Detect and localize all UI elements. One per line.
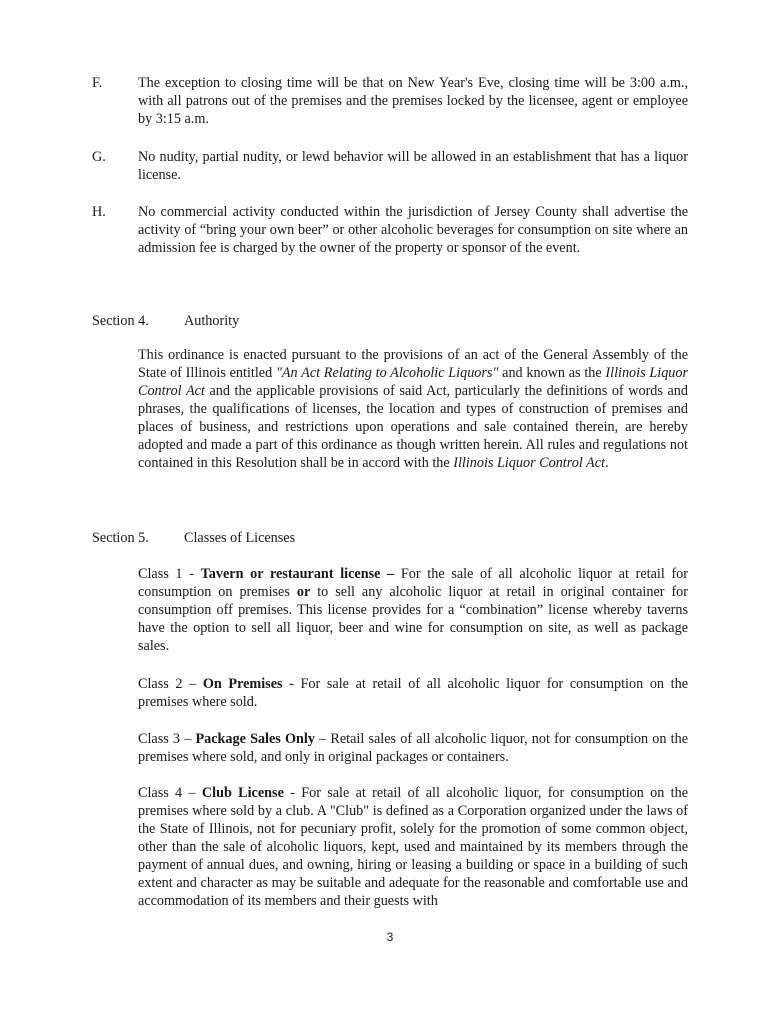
item-text: The exception to closing time will be that on New Year's Eve, closing time will be 3:00 a.m., with all patrons out of the premises and the premises locked by the licensee, agent or employee by 3:15 a.m. bbox=[138, 75, 688, 127]
class-text: to sell any alcoholic liquor at retail in original container for consumption off premises. This license provides for a “combination” license whereby taverns have the option to sell all liquor, beer and wine for consumption on site, as well as package sales. bbox=[138, 584, 688, 654]
section-title: Authority bbox=[184, 313, 240, 329]
license-class-4 bbox=[138, 784, 688, 910]
class-text: For the sale of all alcoholic liquor at retail for consumption on premises bbox=[138, 566, 688, 600]
section-number: Section 5. bbox=[92, 530, 149, 546]
class-prefix: Class 2 – bbox=[138, 676, 203, 692]
act-title: "An Act Relating to Alcoholic Liquors" bbox=[275, 365, 499, 381]
class-name: Package Sales Only bbox=[195, 731, 315, 747]
section-title: Classes of Licenses bbox=[184, 530, 296, 546]
emphasis-or: or bbox=[296, 584, 311, 600]
body-text: . bbox=[604, 455, 609, 471]
license-class-1 bbox=[138, 565, 688, 655]
item-letter: G. bbox=[92, 149, 106, 165]
section-number: Section 4. bbox=[92, 313, 149, 329]
class-name: Club License bbox=[201, 785, 284, 801]
class-prefix: Class 1 - bbox=[138, 566, 201, 582]
class-text: - For sale at retail of all alcoholic liquor, for consumption on the premises where sold by a club. A "Club" is defined as a Corporation organized under the laws of the State of Illinois, not for pecuniary profit, solely for the promotion of some common object, other than the sale of alcoholic liquors, kept, used and maintained by its members through the payment of annual dues, and owning, hiring or leasing a building or space in a building of such extent and character as may be suitable and adequate for the reasonable and comfortable use and accommodation of its members and their guests with bbox=[138, 785, 689, 909]
license-class-2 bbox=[138, 675, 688, 711]
section-4-body bbox=[138, 346, 688, 472]
body-text: and known as the bbox=[498, 365, 606, 381]
act-name: Illinois Liquor Control Act bbox=[453, 455, 605, 471]
license-class-3 bbox=[138, 730, 688, 766]
class-prefix: Class 3 – bbox=[138, 731, 196, 747]
class-name: On Premises bbox=[202, 676, 283, 692]
item-text: No commercial activity conducted within the jurisdiction of Jersey County shall advertise the activity of “bring your own beer” or other alcoholic beverages for consumption on site where an admission fee is charged by the owner of the property or sponsor of the event. bbox=[138, 204, 688, 256]
act-name: Illinois Liquor Control Act bbox=[138, 365, 688, 399]
body-text: and the applicable provisions of said Act, particularly the definitions of words and phrases, the qualifications of licenses, the location and types of construction of premises and places of business, and restrictions upon operations and sale contained therein, are hereby adopted and made a part of this ordinance as though written herein. All rules and regulations not contained in this Resolution shall be in accord with the bbox=[138, 383, 688, 471]
body-text: This ordinance is enacted pursuant to the provisions of an act of the General Assembly of the State of Illinois entitled bbox=[138, 347, 688, 381]
item-letter: H. bbox=[92, 204, 106, 220]
class-text: – Retail sales of all alcoholic liquor, not for consumption on the premises where sold, and only in original packages or containers. bbox=[138, 731, 688, 765]
class-name: Tavern or restaurant license – bbox=[200, 566, 395, 582]
class-text: - For sale at retail of all alcoholic liquor for consumption on the premises where sold. bbox=[138, 676, 688, 710]
page-number: 3 bbox=[386, 930, 394, 944]
item-text: No nudity, partial nudity, or lewd behavior will be allowed in an establishment that has a liquor license. bbox=[138, 149, 688, 183]
item-letter: F. bbox=[92, 75, 103, 91]
class-prefix: Class 4 – bbox=[138, 785, 202, 801]
